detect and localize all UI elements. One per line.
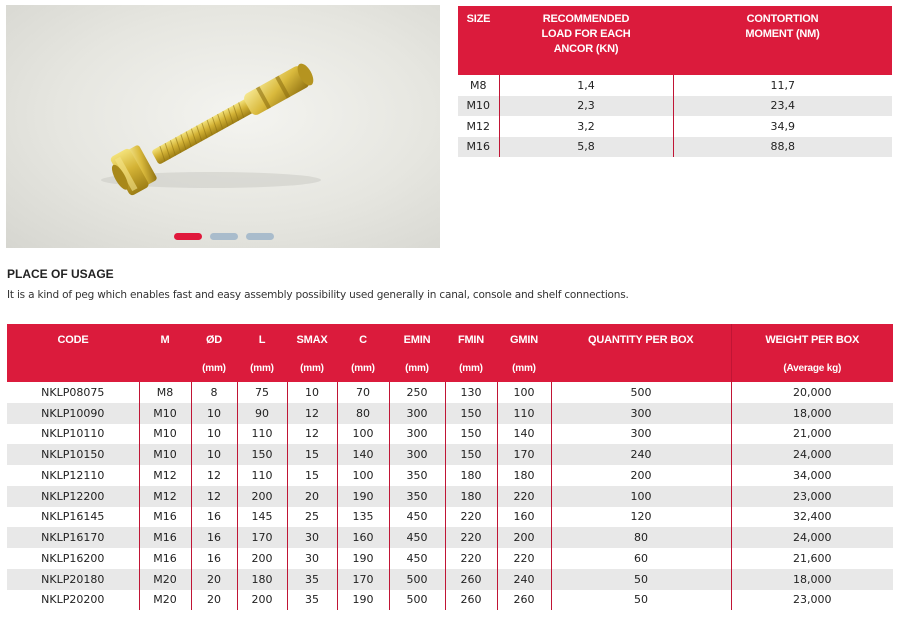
spec-value-cell: 30: [287, 548, 337, 569]
spec-header-unit: (mm): [202, 363, 226, 374]
header-contortion-moment: CONTORTION MOMENT (NM): [673, 6, 892, 75]
spec-code-cell: NKLP12200: [7, 486, 139, 507]
spec-table-row: [7, 569, 893, 590]
spec-value-cell: 21,600: [731, 548, 893, 569]
spec-value-cell: 10: [287, 382, 337, 403]
spec-value-cell: 150: [445, 424, 497, 445]
spec-header-label: SMAX: [296, 334, 328, 346]
spec-table-row: [7, 382, 893, 403]
spec-value-cell: 30: [287, 527, 337, 548]
load-table-row: [458, 96, 892, 117]
spec-code-cell: NKLP20200: [7, 590, 139, 611]
usage-text: It is a kind of peg which enables fast and easy assembly possibility used generally in canal, console and shelf connections.: [7, 289, 629, 301]
spec-value-cell: 16: [191, 548, 237, 569]
spec-value-cell: 20: [191, 590, 237, 611]
spec-value-cell: 100: [551, 486, 731, 507]
spec-value-cell: 23,000: [731, 590, 893, 611]
spec-value-cell: 220: [497, 486, 551, 507]
spec-value-cell: M10: [139, 403, 191, 424]
spec-value-cell: 170: [337, 569, 389, 590]
product-image: [6, 5, 440, 248]
spec-table-row: [7, 444, 893, 465]
slider-dots: [174, 233, 274, 240]
spec-table-row: [7, 527, 893, 548]
anchor-bolt-icon: [6, 5, 440, 248]
spec-code-cell: NKLP20180: [7, 569, 139, 590]
spec-value-cell: 150: [237, 444, 287, 465]
spec-value-cell: 50: [551, 590, 731, 611]
spec-value-cell: 35: [287, 590, 337, 611]
spec-header-unit: (Average kg): [783, 363, 842, 374]
spec-value-cell: 200: [237, 486, 287, 507]
spec-header-label: WEIGHT PER BOX: [765, 334, 860, 346]
spec-value-cell: 10: [191, 424, 237, 445]
spec-value-cell: M16: [139, 527, 191, 548]
spec-value-cell: 24,000: [731, 527, 893, 548]
spec-value-cell: 110: [237, 465, 287, 486]
load-size-cell: M16: [458, 137, 499, 158]
spec-header-cell: [497, 324, 551, 382]
spec-value-cell: M16: [139, 507, 191, 528]
spec-value-cell: 350: [389, 465, 445, 486]
spec-value-cell: 70: [337, 382, 389, 403]
spec-value-cell: 12: [287, 424, 337, 445]
spec-value-cell: 200: [237, 548, 287, 569]
spec-table-row: [7, 465, 893, 486]
spec-value-cell: 20: [287, 486, 337, 507]
load-size-cell: M12: [458, 116, 499, 137]
spec-value-cell: 240: [551, 444, 731, 465]
spec-value-cell: 16: [191, 527, 237, 548]
spec-value-cell: 260: [445, 590, 497, 611]
slide-dot-3[interactable]: [246, 233, 274, 240]
spec-value-cell: 24,000: [731, 444, 893, 465]
load-table: [458, 6, 892, 157]
spec-value-cell: M20: [139, 590, 191, 611]
spec-table-row: [7, 590, 893, 611]
spec-value-cell: 10: [191, 444, 237, 465]
spec-value-cell: 8: [191, 382, 237, 403]
spec-table-row: [7, 548, 893, 569]
header-size: SIZE: [458, 6, 499, 75]
spec-header-cell: [191, 324, 237, 382]
moment-value-cell: 11,7: [673, 75, 892, 96]
spec-value-cell: 34,000: [731, 465, 893, 486]
spec-value-cell: 21,000: [731, 424, 893, 445]
spec-value-cell: 450: [389, 507, 445, 528]
spec-value-cell: 220: [445, 527, 497, 548]
spec-value-cell: 35: [287, 569, 337, 590]
load-table-row: [458, 75, 892, 96]
spec-value-cell: 240: [497, 569, 551, 590]
spec-value-cell: 500: [551, 382, 731, 403]
spec-value-cell: 25: [287, 507, 337, 528]
spec-table-row: [7, 424, 893, 445]
spec-value-cell: 180: [445, 465, 497, 486]
spec-value-cell: 190: [337, 590, 389, 611]
load-table-row: [458, 116, 892, 137]
load-table-header: [458, 6, 892, 75]
spec-value-cell: 450: [389, 527, 445, 548]
spec-header-label: EMIN: [403, 334, 431, 346]
spec-table-row: [7, 507, 893, 528]
load-table-row: [458, 137, 892, 158]
spec-value-cell: 12: [191, 486, 237, 507]
spec-value-cell: M12: [139, 465, 191, 486]
spec-value-cell: 500: [389, 569, 445, 590]
spec-code-cell: NKLP08075: [7, 382, 139, 403]
spec-value-cell: 100: [497, 382, 551, 403]
spec-value-cell: 90: [237, 403, 287, 424]
spec-value-cell: 180: [237, 569, 287, 590]
load-size-cell: M10: [458, 96, 499, 117]
spec-value-cell: 23,000: [731, 486, 893, 507]
spec-value-cell: 135: [337, 507, 389, 528]
spec-value-cell: 300: [389, 403, 445, 424]
spec-value-cell: 170: [497, 444, 551, 465]
spec-value-cell: 80: [551, 527, 731, 548]
spec-value-cell: 15: [287, 465, 337, 486]
spec-code-cell: NKLP10150: [7, 444, 139, 465]
spec-value-cell: 160: [337, 527, 389, 548]
spec-value-cell: 260: [497, 590, 551, 611]
spec-value-cell: M10: [139, 444, 191, 465]
spec-header-cell: [139, 324, 191, 382]
spec-code-cell: NKLP10090: [7, 403, 139, 424]
spec-header-label: CODE: [57, 334, 89, 346]
spec-code-cell: NKLP10110: [7, 424, 139, 445]
load-value-cell: 1,4: [499, 75, 673, 96]
spec-value-cell: 130: [445, 382, 497, 403]
spec-value-cell: M12: [139, 486, 191, 507]
spec-value-cell: 140: [337, 444, 389, 465]
spec-value-cell: 50: [551, 569, 731, 590]
spec-header-label: QUANTITY PER BOX: [588, 334, 694, 346]
spec-header-cell: [445, 324, 497, 382]
spec-value-cell: 16: [191, 507, 237, 528]
spec-header-unit: (mm): [512, 363, 536, 374]
spec-value-cell: 300: [389, 444, 445, 465]
spec-header-unit: (mm): [351, 363, 375, 374]
spec-value-cell: 20: [191, 569, 237, 590]
spec-value-cell: 18,000: [731, 403, 893, 424]
spec-header-label: C: [359, 334, 367, 346]
spec-code-cell: NKLP16145: [7, 507, 139, 528]
spec-value-cell: 300: [389, 424, 445, 445]
spec-value-cell: 80: [337, 403, 389, 424]
spec-value-cell: 150: [445, 403, 497, 424]
spec-table-row: [7, 486, 893, 507]
spec-table: [7, 324, 893, 610]
spec-value-cell: M16: [139, 548, 191, 569]
spec-code-cell: NKLP16170: [7, 527, 139, 548]
spec-header-cell: [337, 324, 389, 382]
spec-value-cell: 160: [497, 507, 551, 528]
spec-value-cell: 190: [337, 548, 389, 569]
spec-value-cell: 500: [389, 590, 445, 611]
spec-header-label: M: [160, 334, 170, 346]
spec-value-cell: M8: [139, 382, 191, 403]
spec-value-cell: 300: [551, 403, 731, 424]
spec-header-label: ØD: [205, 334, 223, 346]
spec-code-cell: NKLP12110: [7, 465, 139, 486]
spec-header-unit: (mm): [300, 363, 324, 374]
spec-value-cell: 200: [497, 527, 551, 548]
spec-value-cell: 20,000: [731, 382, 893, 403]
spec-value-cell: 450: [389, 548, 445, 569]
spec-value-cell: 110: [497, 403, 551, 424]
spec-value-cell: M10: [139, 424, 191, 445]
spec-header-cell: [551, 324, 731, 382]
moment-value-cell: 23,4: [673, 96, 892, 117]
spec-value-cell: 180: [445, 486, 497, 507]
spec-value-cell: 18,000: [731, 569, 893, 590]
moment-value-cell: 34,9: [673, 116, 892, 137]
spec-header-label: L: [258, 334, 266, 346]
spec-header-cell: [389, 324, 445, 382]
spec-value-cell: 180: [497, 465, 551, 486]
spec-header-cell: [237, 324, 287, 382]
spec-value-cell: 140: [497, 424, 551, 445]
spec-table-row: [7, 403, 893, 424]
spec-value-cell: 12: [191, 465, 237, 486]
spec-value-cell: 150: [445, 444, 497, 465]
spec-value-cell: 350: [389, 486, 445, 507]
spec-value-cell: 190: [337, 486, 389, 507]
load-size-cell: M8: [458, 75, 499, 96]
slide-dot-1[interactable]: [174, 233, 202, 240]
spec-value-cell: 250: [389, 382, 445, 403]
spec-value-cell: 100: [337, 424, 389, 445]
load-value-cell: 2,3: [499, 96, 673, 117]
load-value-cell: 5,8: [499, 137, 673, 158]
spec-header-unit: (mm): [405, 363, 429, 374]
slide-dot-2[interactable]: [210, 233, 238, 240]
spec-value-cell: 110: [237, 424, 287, 445]
spec-header-unit: (mm): [250, 363, 274, 374]
spec-value-cell: 10: [191, 403, 237, 424]
spec-header-cell: [7, 324, 139, 382]
spec-value-cell: 300: [551, 424, 731, 445]
spec-header-unit: (mm): [459, 363, 483, 374]
moment-value-cell: 88,8: [673, 137, 892, 158]
load-value-cell: 3,2: [499, 116, 673, 137]
spec-value-cell: 60: [551, 548, 731, 569]
spec-value-cell: 220: [497, 548, 551, 569]
spec-header-cell: [287, 324, 337, 382]
spec-value-cell: 200: [237, 590, 287, 611]
spec-value-cell: 170: [237, 527, 287, 548]
spec-value-cell: 145: [237, 507, 287, 528]
spec-value-cell: 220: [445, 548, 497, 569]
spec-value-cell: 220: [445, 507, 497, 528]
spec-value-cell: 100: [337, 465, 389, 486]
header-recommended-load: RECOMMENDED LOAD FOR EACH ANCOR (KN): [499, 6, 673, 75]
usage-title: PLACE OF USAGE: [7, 267, 114, 281]
spec-value-cell: M20: [139, 569, 191, 590]
spec-value-cell: 75: [237, 382, 287, 403]
spec-value-cell: 15: [287, 444, 337, 465]
spec-value-cell: 12: [287, 403, 337, 424]
spec-value-cell: 260: [445, 569, 497, 590]
spec-value-cell: 32,400: [731, 507, 893, 528]
spec-value-cell: 200: [551, 465, 731, 486]
spec-header-cell: [731, 324, 893, 382]
spec-code-cell: NKLP16200: [7, 548, 139, 569]
spec-header-label: FMIN: [457, 334, 485, 346]
spec-value-cell: 120: [551, 507, 731, 528]
spec-header-label: GMIN: [510, 334, 538, 346]
spec-table-header: [7, 324, 893, 382]
